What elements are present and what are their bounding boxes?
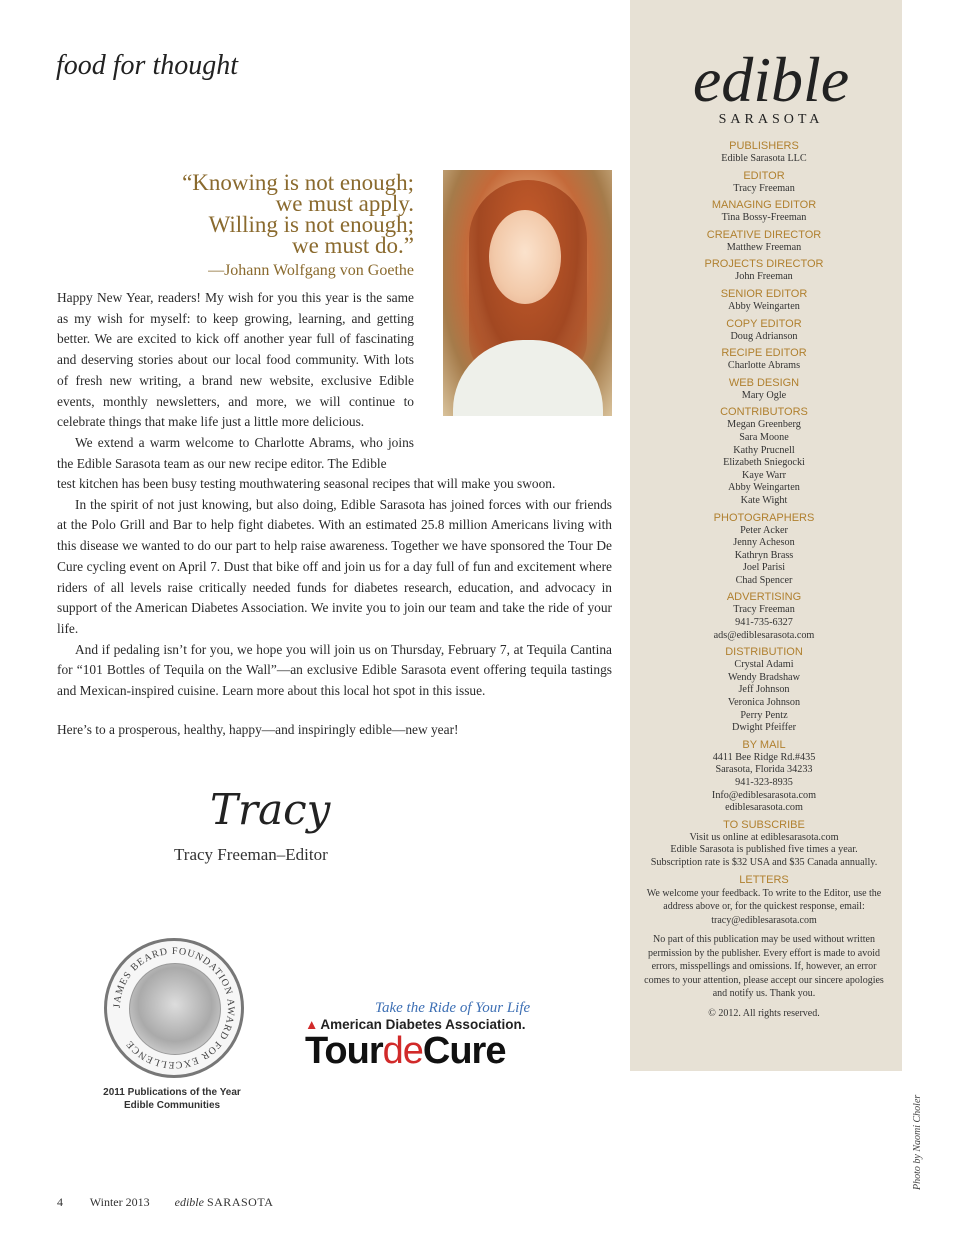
- closing-line: Here’s to a prosperous, healthy, happy—and inspiringly edible—new year!: [57, 722, 459, 737]
- masthead-heading: WEB DESIGN: [728, 376, 800, 389]
- masthead-line: Peter Acker: [740, 524, 788, 536]
- masthead-line: Edible Sarasota is published five times a year.: [670, 844, 858, 856]
- masthead-block: [630, 288, 898, 314]
- letters-text: We welcome your feedback. To write to the Editor, use the address above or, for the quickest response, email: tracy@ediblesarasota.com: [646, 887, 882, 926]
- masthead-line: 4411 Bee Ridge Rd.#435: [712, 751, 816, 763]
- masthead-line: Tracy Freeman: [733, 604, 795, 616]
- masthead-line: ads@ediblesarasota.com: [713, 629, 815, 641]
- masthead-sidebar: [630, 0, 902, 1071]
- quote-attribution: —Johann Wolfgang von Goethe: [208, 262, 414, 279]
- masthead-line: Veronica Johnson: [727, 697, 801, 709]
- masthead-line: Kate Wight: [740, 494, 788, 506]
- footer-brand-italic: edible: [174, 1195, 204, 1209]
- masthead-block: [630, 819, 898, 870]
- masthead-heading: CONTRIBUTORS: [720, 406, 808, 419]
- masthead-block: [630, 406, 898, 507]
- editor-photo: [443, 170, 612, 416]
- body-column-1: [57, 288, 414, 474]
- masthead-block: [630, 199, 898, 225]
- masthead-line: Kathy Prucnell: [733, 444, 795, 456]
- masthead-line: Kaye Warr: [742, 469, 786, 481]
- masthead-block: [630, 512, 898, 588]
- masthead-line: Abby Weingarten: [728, 300, 800, 312]
- masthead-block: [630, 318, 898, 344]
- masthead-line: Elizabeth Sniegocki: [723, 457, 805, 469]
- masthead-heading: PROJECTS DIRECTOR: [704, 258, 824, 271]
- masthead-line: Jeff Johnson: [738, 684, 790, 696]
- masthead-line: Wendy Bradshaw: [728, 671, 800, 683]
- masthead-heading: ADVERTISING: [726, 591, 802, 604]
- tour-de-cure-wordmark: [305, 1032, 565, 1070]
- signature: Tracy: [210, 785, 331, 834]
- masthead-heading: DISTRIBUTION: [725, 646, 803, 659]
- body-paragraph: test kitchen has been busy testing mouthwatering seasonal recipes that will make you swoon.: [57, 476, 556, 491]
- masthead-line: Kathryn Brass: [734, 549, 794, 561]
- masthead-heading: PHOTOGRAPHERS: [713, 511, 815, 524]
- masthead-heading: CREATIVE DIRECTOR: [706, 228, 822, 241]
- masthead-line: Edible Sarasota LLC: [721, 153, 807, 164]
- pull-quote: [150, 172, 414, 280]
- masthead-block: [630, 739, 898, 815]
- logo-word: edible: [692, 44, 850, 115]
- masthead-line: ediblesarasota.com: [725, 802, 803, 814]
- masthead-line: Charlotte Abrams: [727, 360, 801, 372]
- section-title: food for thought: [56, 50, 239, 81]
- seal-ring-text: JAMES BEARD FOUNDATION AWARD FOR EXCELLENCE: [111, 945, 237, 1071]
- footer-brand: [175, 1195, 274, 1209]
- masthead-list: [630, 140, 898, 1020]
- masthead-line: Tracy Freeman: [733, 182, 795, 194]
- masthead-line: Subscription rate is $32 USA and $35 Canada annually.: [650, 856, 878, 868]
- disclaimer-text: No part of this publication may be used without written permission by the publisher. Every effort is made to avoid errors, misspellings and omissions. If, however, an error comes to your attention, please accept our sincere apologies and notify us. Thank you.: [644, 934, 884, 1000]
- body-column-2: [57, 474, 612, 702]
- copyright-text: © 2012. All rights reserved.: [708, 1007, 820, 1019]
- masthead-block: [630, 140, 898, 166]
- masthead-heading: COPY EDITOR: [726, 317, 802, 330]
- masthead-line: Abby Weingarten: [728, 482, 800, 494]
- masthead-line: Info@ediblesarasota.com: [711, 789, 817, 801]
- page-number: 4: [57, 1195, 63, 1209]
- masthead-line: Tina Bossy-Freeman: [721, 212, 807, 224]
- masthead-block: [630, 591, 898, 642]
- body-paragraph: In the spirit of not just knowing, but also doing, Edible Sarasota has joined forces with our friends at the Polo Grill and Bar to help fight diabetes. With an estimated 25.8 million Americans living with this disease we wanted to do our part to help raise awareness. Together we have sponsored the Tour De Cure cycling event on April 7. Dust that bike off and join us for a day full of fun and excitement where riders of all levels raise critically needed funds for diabetes research, education, and advocacy in support of the American Diabetes Association. We invite you to join our team and take the ride of your life.: [57, 496, 612, 636]
- award-caption-line: 2011 Publications of the Year: [103, 1087, 241, 1098]
- masthead-block: [630, 229, 898, 255]
- masthead-heading: RECIPE EDITOR: [721, 347, 807, 360]
- masthead-line: 941-735-6327: [735, 617, 793, 629]
- letters-heading: LETTERS: [739, 873, 789, 886]
- masthead-line: Doug Adrianson: [730, 330, 798, 342]
- quote-line: Willing is not enough;: [208, 212, 414, 237]
- edible-sarasota-logo: [630, 44, 902, 128]
- logo-sub: SARASOTA: [718, 112, 824, 127]
- masthead-line: Sarasota, Florida 34233: [715, 764, 813, 776]
- quote-line: we must apply.: [275, 191, 414, 216]
- award-caption-line: Edible Communities: [123, 1100, 221, 1111]
- masthead-block: [630, 170, 898, 196]
- masthead-heading: SENIOR EDITOR: [720, 287, 808, 300]
- masthead-line: Crystal Adami: [734, 659, 794, 671]
- masthead-line: Megan Greenberg: [727, 419, 801, 431]
- body-paragraph: We extend a warm welcome to Charlotte Abrams, who joins the Edible Sarasota team as our new recipe editor. The Edible: [57, 434, 414, 471]
- photo-face: [489, 210, 561, 304]
- masthead-heading: BY MAIL: [742, 738, 786, 751]
- masthead-line: Perry Pentz: [740, 709, 788, 721]
- body-paragraph: Happy New Year, readers! My wish for you this year is the same as my wish for myself: to keep growing, learning, and getting better. We are excited to kick off another year full of fascinating and deserving stories about our local food community. With lots of fresh new writing, a brand new website, exclusive Edible events, monthly newsletters, and more, we will continue to celebrate things that make life just a little more delicious.: [57, 290, 414, 430]
- masthead-line: Sara Moone: [739, 431, 789, 443]
- quote-line: “Knowing is not enough;: [182, 170, 414, 195]
- letters-block: [630, 874, 898, 928]
- masthead-block: [630, 377, 898, 403]
- page-footer: [57, 1195, 273, 1210]
- masthead-line: John Freeman: [735, 271, 793, 283]
- masthead-heading: PUBLISHERS: [729, 140, 799, 152]
- masthead-block: [630, 347, 898, 373]
- signer-name: Tracy Freeman–Editor: [174, 845, 328, 864]
- wordmark-de: de: [382, 1030, 423, 1072]
- footer-brand-caps: SARASOTA: [206, 1195, 274, 1209]
- masthead-line: Joel Parisi: [742, 562, 786, 574]
- ada-tagline: Take the Ride of Your Life: [375, 1000, 531, 1016]
- masthead-line: Mary Ogle: [741, 389, 787, 401]
- quote-line: we must do.”: [291, 233, 414, 258]
- photo-credit: Photo by Naomi Choler: [912, 1094, 923, 1190]
- masthead-line: 941-323-8935: [735, 777, 793, 788]
- james-beard-award-seal: [104, 938, 244, 1078]
- wordmark-cure: Cure: [422, 1030, 506, 1072]
- masthead-line: Dwight Pfeiffer: [731, 722, 797, 734]
- masthead-line: Matthew Freeman: [726, 241, 802, 253]
- masthead-block: [630, 258, 898, 284]
- masthead-heading: MANAGING EDITOR: [711, 199, 817, 212]
- award-caption: [90, 1086, 254, 1112]
- issue-label: Winter 2013: [89, 1195, 150, 1209]
- ada-org-name: American Diabetes Association.: [320, 1017, 526, 1032]
- masthead-line: Visit us online at ediblesarasota.com: [689, 831, 839, 843]
- tour-de-cure-logo: [305, 1000, 565, 1070]
- ada-triangle-icon: ▲: [305, 1017, 319, 1032]
- masthead-heading: EDITOR: [743, 169, 785, 182]
- body-paragraph: And if pedaling isn’t for you, we hope you will join us on Thursday, February 7, at Tequila Cantina for “101 Bottles of Tequila on the Wall”—an exclusive Edible Sarasota event offering tequila tastings and Mexican-inspired cuisine. Learn more about this local hot spot in this issue.: [57, 641, 612, 699]
- masthead-heading: TO SUBSCRIBE: [723, 818, 805, 831]
- seal-portrait: [129, 963, 221, 1055]
- wordmark-tour: Tour: [305, 1030, 383, 1072]
- masthead-line: Jenny Acheson: [733, 537, 795, 549]
- masthead-line: Chad Spencer: [735, 574, 793, 586]
- masthead-block: [630, 646, 898, 735]
